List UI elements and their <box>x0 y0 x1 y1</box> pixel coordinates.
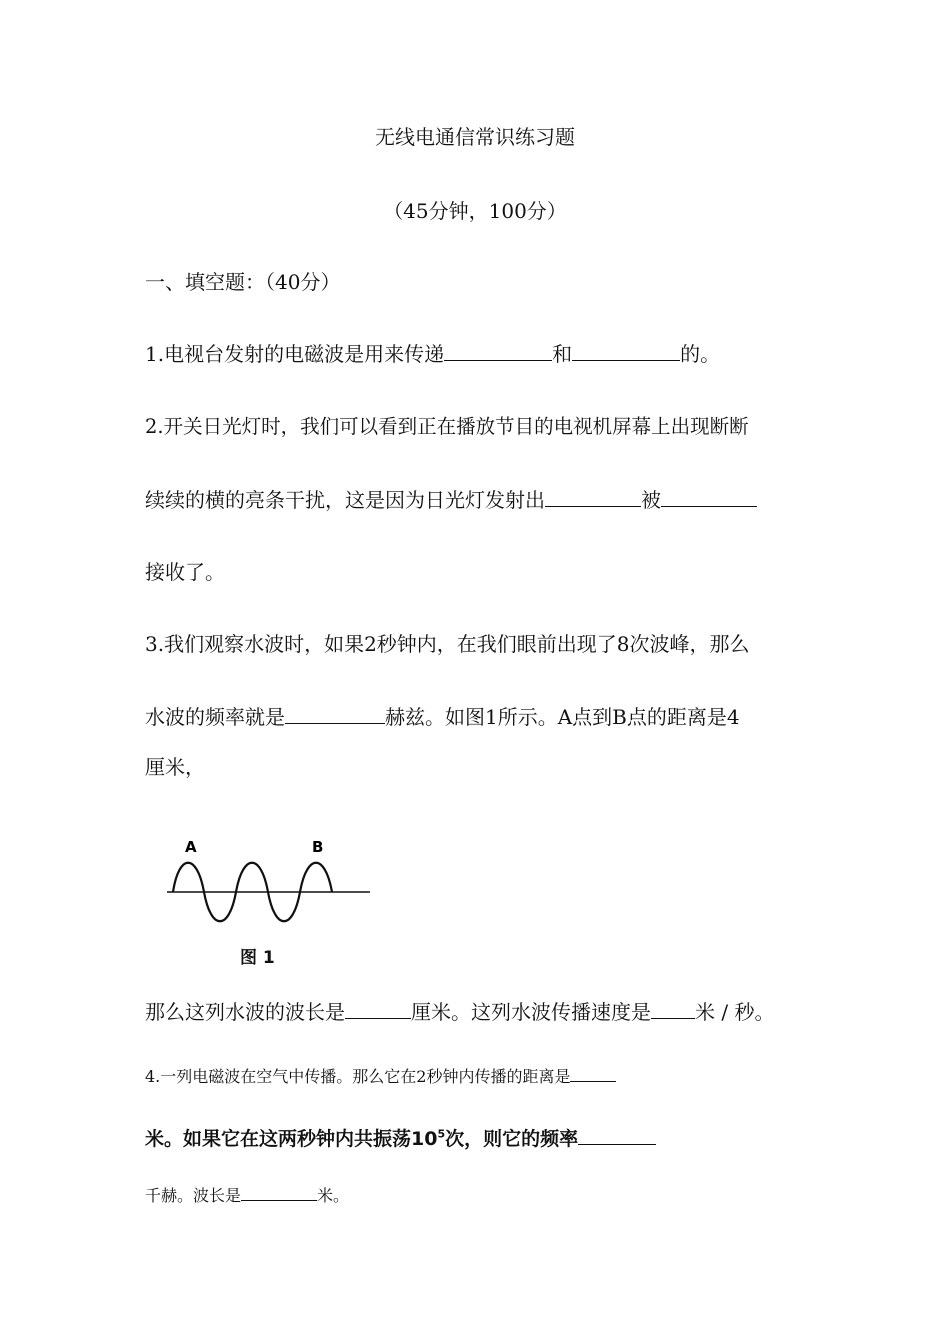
figure-caption: 图 1 <box>240 948 275 968</box>
question-2-line-3: 接收了。 <box>145 560 225 584</box>
question-2-line-2 <box>145 486 757 514</box>
exponent: 5 <box>437 1127 446 1141</box>
question-2-text-b: 被 <box>641 488 661 512</box>
question-1 <box>145 340 720 368</box>
question-4-text-b: 米。如果它在这两秒钟内共振荡10 <box>145 1128 438 1150</box>
question-1-text-c: 的。 <box>680 342 721 366</box>
page-title: 无线电通信常识练习题 <box>375 125 575 149</box>
question-1-text-b: 和 <box>552 342 573 366</box>
answer-blank[interactable] <box>572 340 680 361</box>
question-4-line-2 <box>145 1118 656 1153</box>
wave-figure <box>165 835 380 940</box>
page-subtitle: （45分钟，100分） <box>383 199 567 223</box>
question-3-line-2 <box>145 703 740 731</box>
answer-blank[interactable] <box>578 1118 656 1145</box>
question-4-text-e: 米。 <box>317 1186 350 1205</box>
section-heading: 一、填空题：（40分） <box>145 270 341 294</box>
answer-blank[interactable] <box>570 1065 616 1082</box>
wave-label-a: A <box>185 838 197 856</box>
answer-blank[interactable] <box>285 703 385 724</box>
question-3-text-e: 米 / 秒。 <box>695 1000 775 1024</box>
question-4-text-a: 4.一列电磁波在空气中传播。那么它在2秒钟内传播的距离是 <box>145 1067 571 1086</box>
question-1-text-a: 1.电视台发射的电磁波是用来传递 <box>145 342 445 366</box>
question-3-line-3: 厘米， <box>145 755 205 779</box>
answer-blank[interactable] <box>545 486 641 507</box>
question-3-line-1: 3.我们观察水波时，如果2秒钟内，在我们眼前出现了8次波峰，那么 <box>145 632 750 656</box>
question-3-text-c: 那么这列水波的波长是 <box>145 1000 345 1024</box>
wave-label-b: B <box>312 838 324 856</box>
question-3-text-b: 赫兹。如图1所示。A点到B点的距离是4 <box>385 705 740 729</box>
answer-blank[interactable] <box>345 998 411 1019</box>
question-4-line-3 <box>145 1182 349 1210</box>
question-3-text-a: 水波的频率就是 <box>145 705 285 729</box>
question-2-text-a: 续续的横的亮条干扰，这是因为日光灯发射出 <box>145 488 545 512</box>
answer-blank[interactable] <box>651 998 695 1019</box>
question-3-line-4 <box>145 998 774 1026</box>
question-4-line-1 <box>145 1063 616 1091</box>
question-4-text-c: 次，则它的频率 <box>445 1128 579 1150</box>
question-4-text-d: 千赫。波长是 <box>145 1186 242 1205</box>
answer-blank[interactable] <box>444 340 552 361</box>
question-2-line-1: 2.开关日光灯时，我们可以看到正在播放节目的电视机屏幕上出现断断 <box>145 415 749 438</box>
answer-blank[interactable] <box>241 1184 317 1201</box>
question-3-text-d: 厘米。这列水波传播速度是 <box>411 1000 651 1024</box>
answer-blank[interactable] <box>661 486 757 507</box>
